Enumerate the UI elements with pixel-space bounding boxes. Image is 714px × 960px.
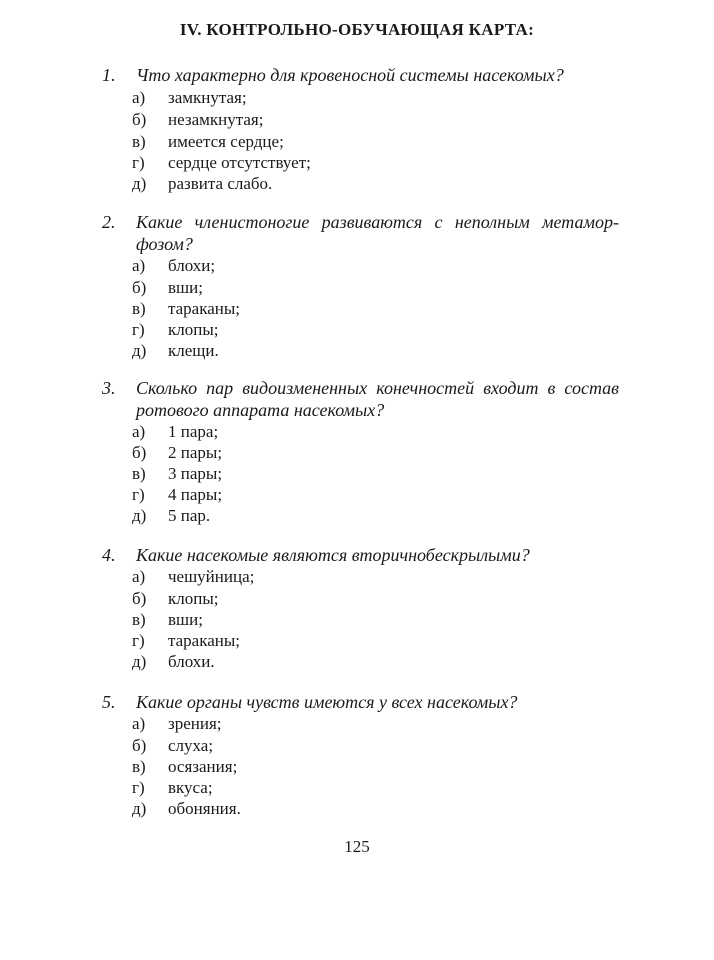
option-letter: в)	[132, 464, 146, 483]
option-2a	[132, 255, 215, 277]
option-text: 4 пары;	[168, 485, 223, 504]
option-text: сердце отсутствует;	[168, 153, 311, 172]
option-letter: д)	[132, 506, 147, 525]
question-text-line-2: ротового аппарата насекомых?	[136, 400, 385, 420]
option-1b	[132, 109, 263, 131]
option-3c	[132, 463, 222, 485]
option-text: чешуйница;	[168, 567, 255, 586]
option-text: развита слабо.	[168, 174, 273, 193]
question-text: Что характерно для кровеносной системы насекомых?	[136, 65, 564, 85]
option-4c	[132, 609, 203, 631]
question-number: 1.	[102, 65, 116, 85]
question-text-line-1: Сколько пар видоизмененных конечностей входит в состав	[136, 378, 619, 398]
option-letter: а)	[132, 256, 146, 275]
option-text: осязания;	[168, 757, 238, 776]
option-5c	[132, 756, 237, 778]
option-3d	[132, 484, 222, 506]
option-letter: в)	[132, 610, 146, 629]
option-4d	[132, 630, 240, 652]
option-text: обоняния.	[168, 799, 241, 818]
option-text: 5 пар.	[168, 506, 211, 525]
option-text: 3 пары;	[168, 464, 223, 483]
option-4e	[132, 651, 215, 673]
option-1d	[132, 152, 311, 174]
option-5e	[132, 798, 241, 820]
option-3e	[132, 505, 210, 527]
option-text: замкнутая;	[168, 88, 247, 107]
option-text: 2 пары;	[168, 443, 223, 462]
option-text: блохи.	[168, 652, 215, 671]
page-title: IV. КОНТРОЛЬНО-ОБУЧАЮЩАЯ КАРТА:	[179, 20, 535, 39]
option-5b	[132, 735, 213, 757]
option-text: имеется сердце;	[168, 132, 284, 151]
option-text: незамкнутая;	[168, 110, 264, 129]
page-number: 125	[344, 837, 370, 856]
option-2e	[132, 340, 219, 362]
question-text-line-2: фозом?	[136, 234, 193, 254]
option-letter: д)	[132, 341, 147, 360]
question-number: 5.	[102, 692, 116, 712]
option-text: клопы;	[168, 320, 219, 339]
option-2c	[132, 298, 240, 320]
option-letter: в)	[132, 757, 146, 776]
option-letter: б)	[132, 110, 147, 129]
question-number: 4.	[102, 545, 116, 565]
option-letter: а)	[132, 88, 146, 107]
option-5a	[132, 713, 222, 735]
option-letter: б)	[132, 589, 147, 608]
option-1e	[132, 173, 272, 195]
option-letter: г)	[132, 485, 145, 504]
question-3	[104, 377, 619, 421]
option-text: зрения;	[168, 714, 222, 733]
option-text: 1 пара;	[168, 422, 219, 441]
option-letter: б)	[132, 278, 147, 297]
question-text-line-1: Какие членистоногие развиваются с неполным метамор-	[136, 212, 619, 232]
option-1a	[132, 87, 247, 109]
option-text: вши;	[168, 278, 203, 297]
option-text: слуха;	[168, 736, 214, 755]
option-letter: г)	[132, 778, 145, 797]
option-text: клопы;	[168, 589, 219, 608]
option-letter: г)	[132, 320, 145, 339]
option-2b	[132, 277, 203, 299]
question-number: 2.	[102, 212, 116, 232]
question-4	[104, 544, 619, 566]
question-1	[104, 64, 619, 86]
option-letter: а)	[132, 422, 146, 441]
option-letter: б)	[132, 736, 147, 755]
option-text: тараканы;	[168, 299, 241, 318]
option-text: тараканы;	[168, 631, 241, 650]
option-letter: г)	[132, 153, 145, 172]
option-letter: г)	[132, 631, 145, 650]
question-5	[104, 691, 619, 713]
option-text: блохи;	[168, 256, 216, 275]
option-text: вкуса;	[168, 778, 213, 797]
option-letter: а)	[132, 714, 146, 733]
option-5d	[132, 777, 213, 799]
option-letter: в)	[132, 299, 146, 318]
option-letter: д)	[132, 652, 147, 671]
option-4b	[132, 588, 219, 610]
option-3a	[132, 421, 218, 443]
option-letter: д)	[132, 799, 147, 818]
question-text: Какие органы чувств имеются у всех насекомых?	[136, 692, 518, 712]
option-4a	[132, 566, 254, 588]
option-letter: в)	[132, 132, 146, 151]
question-text: Какие насекомые являются вторичнобескрылыми?	[136, 545, 530, 565]
option-letter: д)	[132, 174, 147, 193]
option-text: клещи.	[168, 341, 219, 360]
option-text: вши;	[168, 610, 203, 629]
option-1c	[132, 131, 284, 153]
option-2d	[132, 319, 219, 341]
option-letter: а)	[132, 567, 146, 586]
question-2	[104, 211, 619, 255]
option-3b	[132, 442, 222, 464]
option-letter: б)	[132, 443, 147, 462]
question-number: 3.	[102, 378, 116, 398]
